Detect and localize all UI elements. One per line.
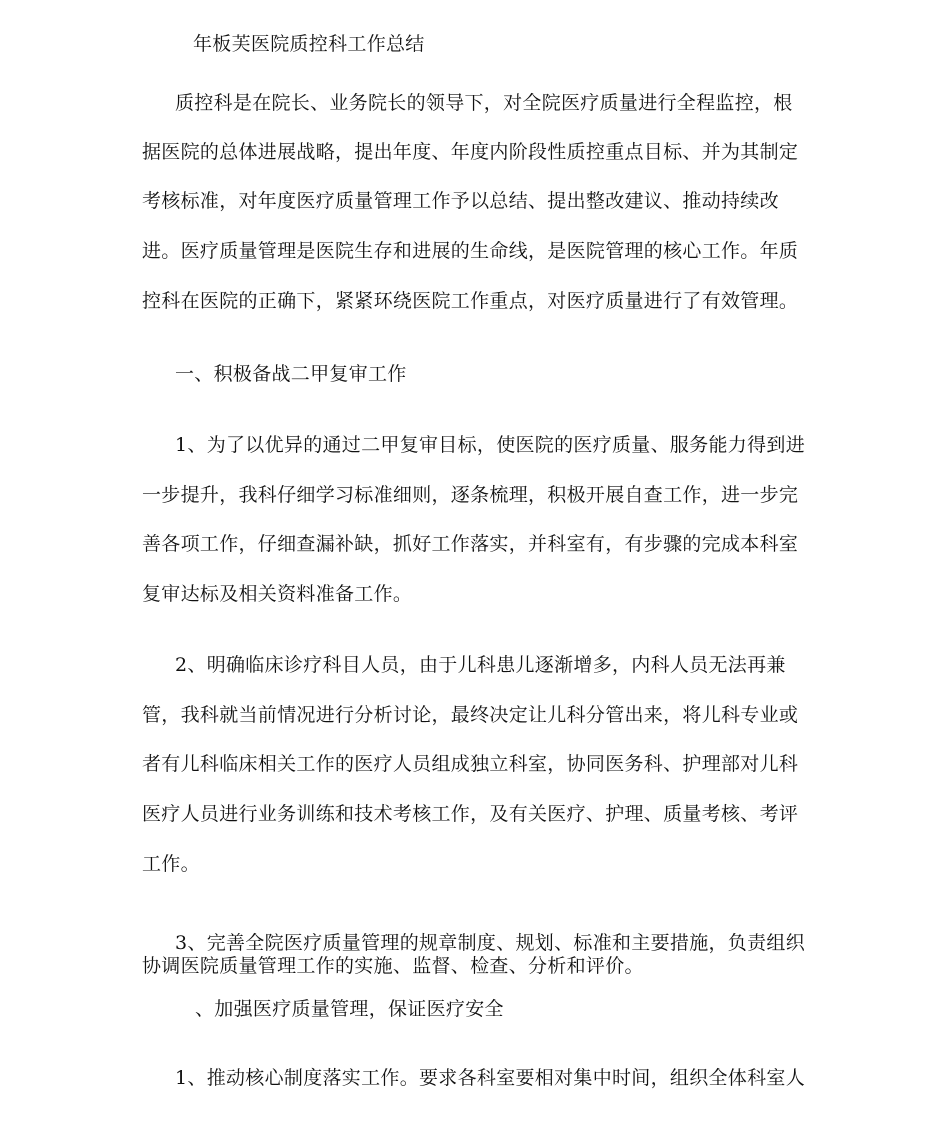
section2-item1-line-1: 1、推动核心制度落实工作。要求各科室要相对集中时间，组织全体科室人 [175,1067,805,1089]
intro-line-1: 质控科是在院长、业务院长的领导下，对全院医疗质量进行全程监控，根 [175,92,793,114]
section1-item2-line-4: 医疗人员进行业务训练和技术考核工作，及有关医疗、护理、质量考核、考评 [142,803,799,825]
section1-item1-line-1: 1、为了以优异的通过二甲复审目标，使医院的医疗质量、服务能力得到进 [175,434,805,456]
section1-heading: 一、积极备战二甲复审工作 [175,363,407,385]
section1-item1-line-3: 善各项工作，仔细查漏补缺，抓好工作落实，并科室有，有步骤的完成本科室 [142,533,799,555]
section1-item1-line-2: 一步提升，我科仔细学习标准细则，逐条梳理，积极开展自查工作，进一步完 [142,484,799,506]
section1-item2-line-2: 管，我科就当前情况进行分析讨论，最终决定让儿科分管出来，将儿科专业或 [142,704,799,726]
section1-item3-line-2: 协调医院质量管理工作的实施、监督、检查、分析和评价。 [142,955,644,977]
intro-line-2: 据医院的总体进展战略，提出年度、年度内阶段性质控重点目标、并为其制定 [142,141,799,163]
section1-item2-line-5: 工作。 [142,853,200,875]
intro-line-4: 进。医疗质量管理是医院生存和进展的生命线，是医院管理的核心工作。年质 [142,240,799,262]
intro-line-3: 考核标准，对年度医疗质量管理工作予以总结、提出整改建议、推动持续改 [142,190,779,212]
section1-item1-line-4: 复审达标及相关资料准备工作。 [142,583,413,605]
section1-item2-line-1: 2、明确临床诊疗科目人员，由于儿科患儿逐渐增多，内科人员无法再兼 [175,654,786,676]
document-title: 年板芙医院质控科工作总结 [193,33,425,55]
section2-heading: 、加强医疗质量管理，保证医疗安全 [195,998,504,1020]
section1-item3-line-1: 3、完善全院医疗质量管理的规章制度、规划、标准和主要措施，负责组织 [175,932,805,954]
intro-line-5: 控科在医院的正确下，紧紧环绕医院工作重点，对医疗质量进行了有效管理。 [142,290,799,312]
section1-item2-line-3: 者有儿科临床相关工作的医疗人员组成独立科室，协同医务科、护理部对儿科 [142,753,799,775]
